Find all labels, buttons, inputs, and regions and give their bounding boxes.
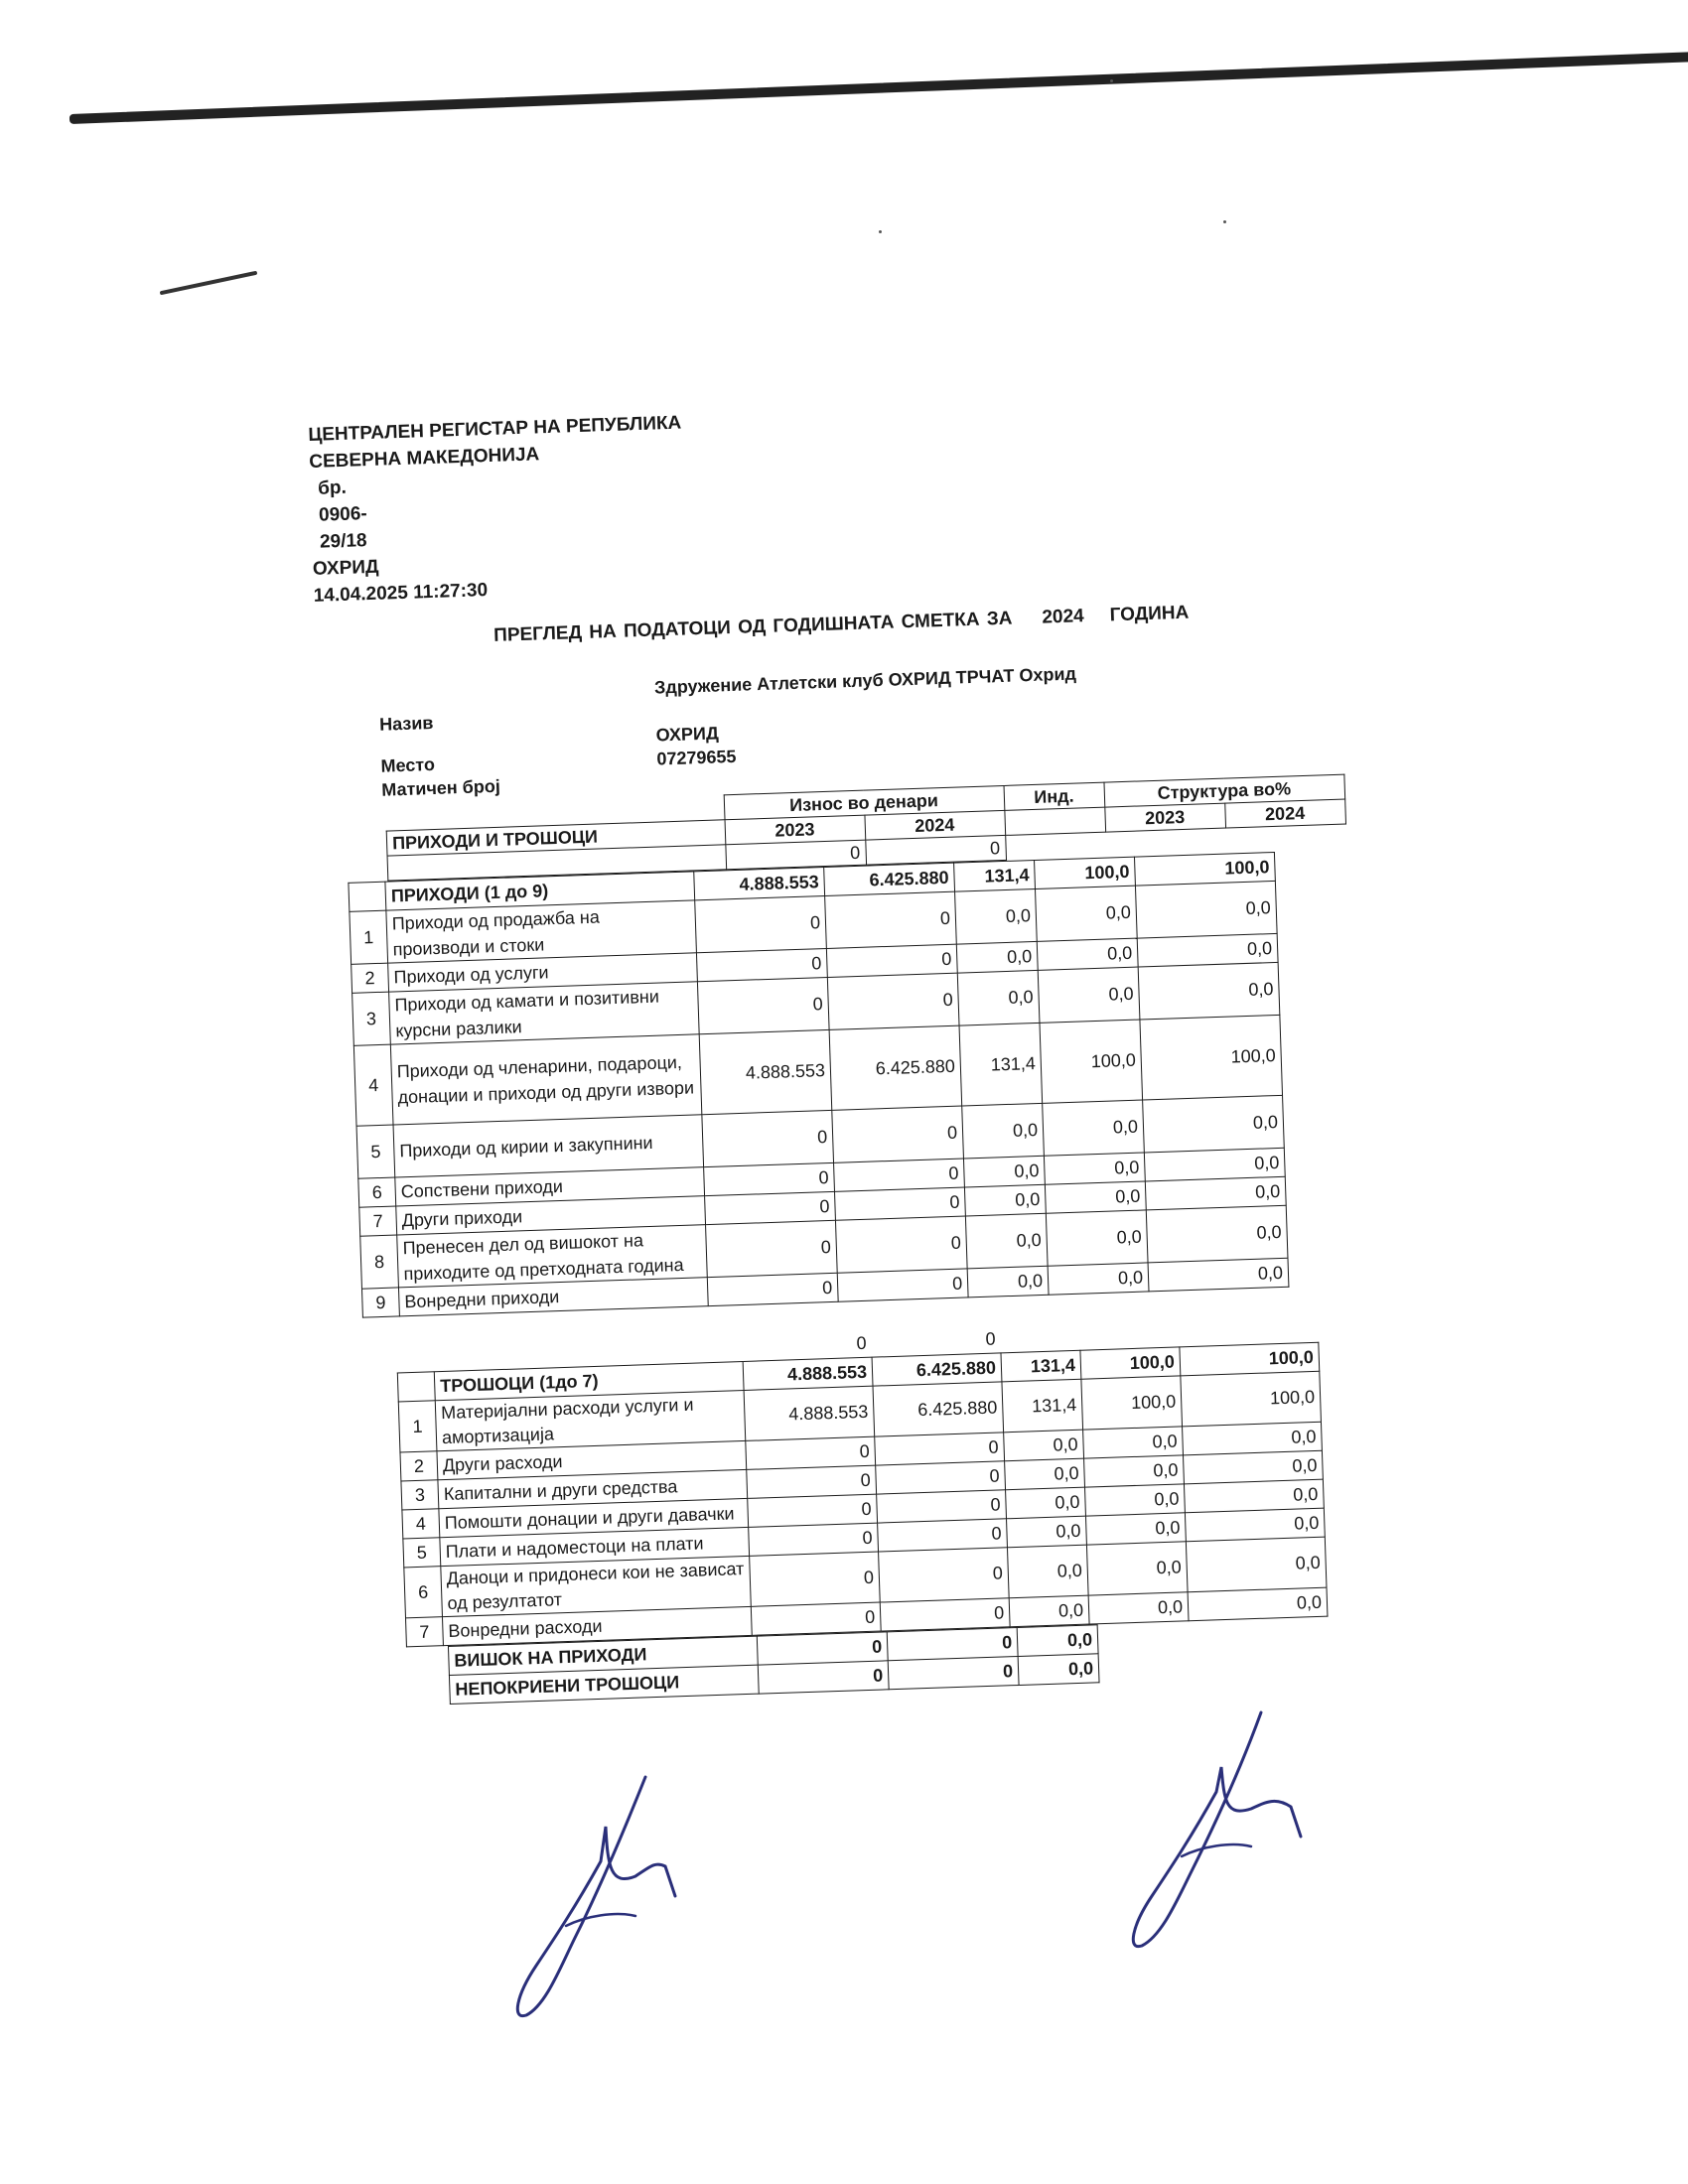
row-label: Вонредни расходи [442, 1606, 752, 1645]
income-total-structure-2023: 100,0 [1035, 857, 1136, 888]
row-label: Вонредни приходи [398, 1278, 708, 1316]
id-label: Матичен број [381, 775, 501, 800]
income-total-index: 131,4 [954, 860, 1036, 891]
registry-line-2: СЕВЕРНА МАКЕДОНИЈА [308, 444, 540, 473]
structure-2024: 0,0 [1145, 1176, 1286, 1210]
value-2023: 0 [697, 977, 829, 1033]
report-title [493, 595, 1417, 647]
index-value: 0,0 [1007, 1545, 1088, 1598]
index-value: 0,0 [956, 941, 1038, 973]
structure-2024: 0,0 [1137, 933, 1278, 967]
row-label: Сопствени приходи [395, 1167, 705, 1206]
row-number: 4 [402, 1509, 440, 1539]
name-label: Назив [378, 712, 434, 735]
zero-cell: 0 [865, 835, 1006, 865]
index-value: 0,0 [962, 1103, 1045, 1159]
title-text: ПРЕГЛЕД НА ПОДАТОЦИ ОД ГОДИШНАТА СМЕТКА ЗА [492, 608, 1013, 646]
row-number: 6 [404, 1567, 443, 1618]
structure-2024: 0,0 [1138, 962, 1280, 1020]
value-2023: 0 [746, 1436, 876, 1469]
value-2023: 0 [706, 1220, 838, 1277]
row-number: 7 [359, 1206, 397, 1236]
structure-2023: 100,0 [1040, 1020, 1143, 1103]
row-number: 3 [401, 1480, 439, 1510]
expenses-total-structure-2024: 100,0 [1180, 1342, 1320, 1376]
value-2024: 0 [875, 1433, 1005, 1465]
value-2024: 0 [832, 1106, 964, 1162]
index-value: 0,0 [1006, 1487, 1086, 1519]
surplus-label: ВИШОК НА ПРИХОДИ [448, 1636, 758, 1675]
id-value: 07279655 [656, 746, 737, 769]
surplus-index: 0,0 [1017, 1625, 1098, 1657]
value-2024: 0 [825, 891, 957, 948]
structure-2024: 0,0 [1135, 881, 1277, 938]
structure-2024: 100,0 [1181, 1371, 1322, 1427]
value-2024: 6.425.880 [829, 1025, 962, 1110]
structure-2024-header: 2024 [1224, 799, 1345, 828]
value-2024: 0 [878, 1519, 1008, 1552]
structure-2023: 0,0 [1036, 886, 1138, 941]
zero-cell: 0 [985, 1328, 996, 1349]
place-value: ОХРИД [655, 723, 720, 746]
value-2023: 0 [702, 1110, 834, 1166]
deficit-label: НЕПОКРИЕНИ ТРОШОЦИ [449, 1665, 759, 1704]
row-label: Приходи од продажба на производи и стоки [386, 900, 697, 963]
value-2023: 0 [704, 1162, 835, 1195]
reference-prefix: бр. [317, 477, 348, 499]
value-2024: 0 [880, 1598, 1010, 1631]
scan-speck [1223, 220, 1226, 223]
index-value: 0,0 [1009, 1595, 1089, 1627]
reference-number [310, 475, 368, 556]
row-label: Материјални расходи услуги и амортизација [435, 1390, 746, 1450]
expenses-total-index: 131,4 [1001, 1350, 1081, 1382]
row-number: 2 [400, 1451, 438, 1481]
index-header: Инд. [1004, 782, 1105, 810]
row-number: 3 [352, 992, 391, 1045]
index-value: 0,0 [963, 1156, 1045, 1187]
place-label: Место [380, 753, 436, 776]
value-2024: 0 [826, 944, 957, 977]
value-2023: 0 [707, 1273, 838, 1305]
structure-2024: 0,0 [1143, 1095, 1285, 1153]
income-total-structure-2024: 100,0 [1134, 852, 1275, 886]
value-2024: 0 [834, 1159, 965, 1191]
structure-2023: 0,0 [1046, 1210, 1148, 1266]
row-label: Приходи од камати и позитивни курсни разлики [389, 982, 700, 1044]
structure-2024: 0,0 [1144, 1148, 1285, 1181]
expenses-total-2023: 4.888.553 [743, 1357, 873, 1390]
structure-2024: 0,0 [1183, 1450, 1323, 1484]
value-2024: 0 [876, 1461, 1006, 1494]
value-2023: 0 [705, 1191, 836, 1224]
structure-2024: 0,0 [1184, 1479, 1324, 1513]
row-number: 1 [350, 910, 388, 964]
scan-speck [879, 230, 882, 233]
surplus-2023: 0 [757, 1632, 888, 1665]
row-label: Приходи од членарини, подароци, донации и приходи од други извори [390, 1034, 702, 1125]
deficit-2024: 0 [888, 1656, 1019, 1689]
value-2024: 0 [835, 1216, 967, 1273]
registry-city: ОХРИД [312, 556, 379, 580]
value-2023: 4.888.553 [744, 1386, 875, 1440]
scan-speck [1110, 79, 1113, 82]
amount-header: Износ во денари [724, 785, 1005, 819]
structure-2023: 0,0 [1086, 1542, 1188, 1595]
structure-2023: 0,0 [1043, 1100, 1145, 1156]
structure-2024: 0,0 [1183, 1422, 1323, 1455]
value-2023: 0 [695, 896, 827, 953]
structure-2023: 0,0 [1085, 1513, 1186, 1545]
row-number: 4 [353, 1044, 393, 1126]
structure-2023: 0,0 [1038, 967, 1140, 1023]
income-table [348, 852, 1289, 1318]
expenses-table [396, 1314, 1329, 1648]
index-value: 0,0 [957, 970, 1040, 1025]
title-suffix: ГОДИНА [1109, 602, 1190, 626]
structure-header: Структура во% [1103, 774, 1344, 807]
index-value: 0,0 [1005, 1458, 1085, 1490]
registry-line-1: ЦЕНТРАЛЕН РЕГИСТАР НА РЕПУБЛИКА [308, 412, 682, 446]
index-value: 131,4 [1002, 1379, 1083, 1433]
index-value: 0,0 [965, 1213, 1048, 1269]
index-value: 0,0 [955, 888, 1038, 944]
scan-mark [160, 271, 258, 296]
year-2023-header: 2023 [725, 815, 866, 845]
structure-2023: 0,0 [1045, 1181, 1146, 1213]
value-2023: 0 [751, 1602, 881, 1635]
registry-header [308, 385, 1416, 610]
name-value: Здружение Атлетски клуб ОХРИД ТРЧАТ Охрид [653, 663, 1077, 698]
row-number: 9 [361, 1288, 399, 1317]
structure-2024: 0,0 [1186, 1537, 1327, 1592]
row-number: 8 [360, 1235, 399, 1289]
structure-2023-header: 2023 [1104, 803, 1225, 832]
value-2023: 0 [748, 1494, 878, 1527]
structure-2023: 100,0 [1081, 1376, 1183, 1430]
value-2024: 6.425.880 [873, 1382, 1004, 1436]
row-label: Други приходи [396, 1196, 706, 1235]
row-label: Плати и надоместоци на плати [440, 1527, 750, 1566]
index-value: 0,0 [964, 1184, 1046, 1216]
index-value: 0,0 [967, 1266, 1049, 1297]
structure-2024: 0,0 [1185, 1508, 1325, 1542]
structure-2023: 0,0 [1083, 1427, 1184, 1458]
expenses-total-label: ТРОШОЦИ (1до 7) [434, 1361, 744, 1400]
structure-2023: 0,0 [1048, 1263, 1149, 1295]
structure-2024: 0,0 [1188, 1587, 1328, 1621]
row-label: Приходи од кирии и закупнини [393, 1115, 704, 1177]
value-2023: 0 [747, 1465, 877, 1498]
expenses-total-structure-2023: 100,0 [1080, 1347, 1181, 1379]
index-value: 131,4 [959, 1023, 1043, 1106]
value-2023: 4.888.553 [699, 1029, 832, 1114]
year-2024-header: 2024 [864, 810, 1005, 840]
structure-2023: 0,0 [1085, 1484, 1186, 1516]
reference-value: 0906-29/18 [318, 503, 368, 553]
signature-left [506, 1767, 705, 2025]
document-page [308, 385, 1452, 1707]
deficit-index: 0,0 [1018, 1654, 1099, 1686]
row-number: 2 [352, 963, 389, 993]
value-2023: 0 [750, 1552, 881, 1606]
signature-right [1127, 1707, 1326, 1966]
row-number: 5 [356, 1125, 395, 1178]
value-2024: 0 [827, 973, 959, 1029]
value-2024: 0 [877, 1490, 1007, 1523]
row-label: Пренесен дел од вишокот на приходите од претходната година [397, 1225, 708, 1288]
index-value: 0,0 [1004, 1430, 1084, 1461]
row-label: Даноци и придонеси кои не зависат од резултатот [441, 1556, 752, 1616]
zero-cell: 0 [725, 840, 866, 870]
expenses-total-2024: 6.425.880 [872, 1353, 1002, 1386]
section-header: ПРИХОДИ И ТРОШОЦИ [386, 820, 725, 856]
value-2023: 0 [696, 948, 827, 981]
structure-2024: 0,0 [1146, 1205, 1288, 1263]
structure-2023: 0,0 [1044, 1153, 1145, 1184]
income-total-label: ПРИХОДИ (1 до 9) [385, 872, 695, 910]
surplus-2024: 0 [887, 1627, 1018, 1660]
income-total-2023: 4.888.553 [694, 868, 825, 900]
value-2024: 0 [837, 1269, 968, 1301]
income-total-2024: 6.425.880 [824, 863, 955, 895]
row-label: Приходи од услуги [388, 953, 698, 992]
zero-cell: 0 [856, 1332, 867, 1353]
index-value: 0,0 [1007, 1516, 1087, 1548]
row-number: 1 [398, 1401, 437, 1452]
row-label: Капитални и други средства [438, 1469, 748, 1508]
row-label: Помошти донации и други давачки [439, 1498, 749, 1537]
row-label: Други расходи [437, 1440, 747, 1479]
structure-2023: 0,0 [1037, 938, 1138, 970]
value-2023: 0 [749, 1523, 879, 1556]
deficit-2023: 0 [758, 1661, 889, 1694]
scan-edge-line [70, 52, 1688, 124]
row-number: 7 [406, 1617, 444, 1647]
title-year: 2024 [1042, 606, 1085, 628]
structure-2024: 100,0 [1140, 1015, 1283, 1100]
registry-timestamp: 14.04.2025 11:27:30 [313, 580, 489, 607]
value-2024: 0 [879, 1548, 1010, 1602]
row-number: 6 [358, 1177, 396, 1207]
value-2024: 0 [834, 1187, 965, 1220]
row-number: 5 [403, 1538, 441, 1568]
structure-2023: 0,0 [1088, 1592, 1189, 1624]
structure-2024: 0,0 [1148, 1258, 1289, 1292]
structure-2023: 0,0 [1084, 1455, 1185, 1487]
